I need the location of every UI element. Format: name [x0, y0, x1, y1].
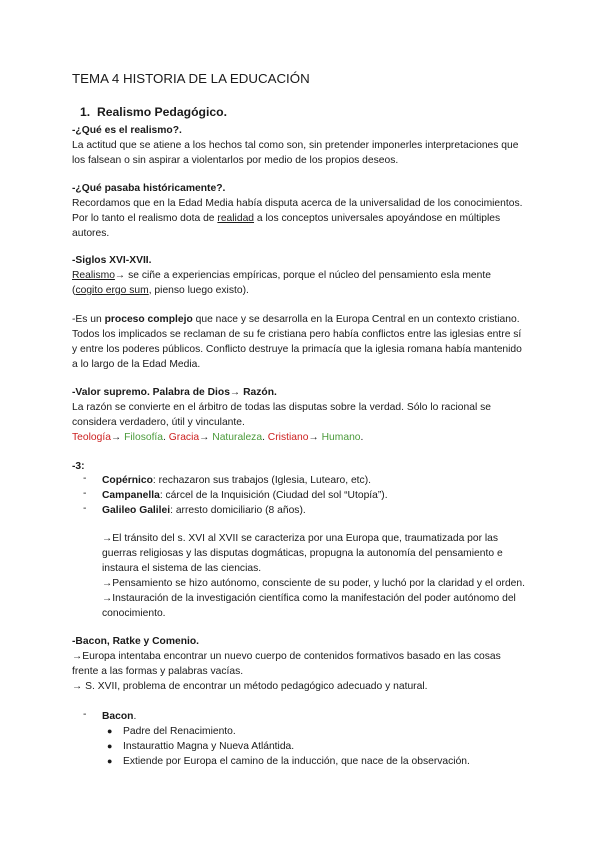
q3-heading: -Siglos XVI-XVII.	[72, 255, 152, 266]
q7-line: → S. XVII, problema de encontrar un método pedagógico adecuado y natural.	[72, 681, 428, 692]
q2-line: autores.	[72, 228, 110, 239]
q2-heading: -¿Qué pasaba históricamente?.	[72, 183, 226, 194]
bullet-item: Extiende por Europa el camino de la inducción, que nace de la observación.	[123, 756, 470, 767]
q2-line: Por lo tanto el realismo dota de realidad a los conceptos universales apoyándose en múltiples	[72, 213, 501, 224]
q4-line: -Es un proceso complejo que nace y se desarrolla en la Europa Central en un contexto cristiano.	[72, 314, 520, 325]
indented-line: guerras religiosas y las disputas dogmáticas, propugna la autonomía del pensamiento e	[102, 548, 503, 559]
bullet-item: Instaurattio Magna y Nueva Atlántida.	[123, 741, 295, 752]
indented-line: →El tránsito del s. XVI al XVII se caracteriza por una Europa que, traumatizada por las	[102, 533, 499, 544]
q4-line: Todos los implicados se reclaman de su fe cristiana pero había conflictos entre las iglesias entre sí	[72, 329, 522, 340]
q2-line: Recordamos que en la Edad Media había disputa acerca de la universalidad de los conocimientos.	[72, 198, 523, 209]
section-number: 1.	[80, 105, 91, 119]
q5-heading: -Valor supremo. Palabra de Dios→ Razón.	[72, 387, 277, 398]
bold-term: proceso complejo	[104, 314, 193, 325]
q1-line: los falsean o sin aspirar a violentarlos por medio de los propios deseos.	[72, 155, 399, 166]
q1-heading: -¿Qué es el realismo?.	[72, 125, 182, 136]
q3-line: Realismo→ se ciñe a experiencias empíricas, porque el núcleo del pensamiento esla mente	[72, 270, 491, 281]
q7-line: →Europa intentaba encontrar un nuevo cuerpo de contenidos formativos basado en las cosas	[72, 651, 501, 662]
q4-line: a lo largo de la Edad Media.	[72, 359, 201, 370]
q7-line: frente a las formas y palabras vacías.	[72, 666, 244, 677]
list-item: Copérnico: rechazaron sus trabajos (Iglesia, Lutearo, etc).	[102, 475, 371, 486]
indented-line: →Pensamiento se hizo autónomo, consciente de su poder, y luchó por la claridad y el orden.	[102, 578, 525, 589]
underlined-term: cogito ergo sum	[75, 285, 149, 296]
q3-line: (cogito ergo sum, pienso luego existo).	[72, 285, 249, 296]
q6-heading: -3:	[72, 461, 85, 472]
bacon-heading: Bacon.	[102, 711, 137, 722]
q1-line: La actitud que se atiene a los hechos tal como son, sin pretender imponerles interpretaciones que	[72, 140, 519, 151]
list-item: Galileo Galilei: arresto domiciliario (8 años).	[102, 505, 306, 516]
section-heading	[80, 105, 227, 121]
q4-line: y entre los poderes públicos. Conflicto destruye la primacía que la iglesia romana había mantenido	[72, 344, 522, 355]
dash-marker: -	[83, 503, 87, 514]
bullet-item: Padre del Renacimiento.	[123, 726, 236, 737]
bullet-icon: ●	[107, 726, 113, 736]
q5-line: considera verdadero, útil y vinculante.	[72, 417, 245, 428]
q7-heading: -Bacon, Ratke y Comenio.	[72, 636, 200, 647]
underlined-term: Realismo	[72, 270, 115, 281]
bullet-icon: ●	[107, 756, 113, 766]
underlined-term: realidad	[217, 213, 255, 224]
bullet-icon: ●	[107, 741, 113, 751]
indented-line: →Instauración de la investigación científica como la manifestación del poder autónomo del	[102, 593, 516, 604]
dash-marker: -	[83, 473, 87, 484]
indented-line: instaura el sistema de las ciencias.	[102, 563, 262, 574]
section-title: Realismo Pedagógico.	[96, 105, 227, 119]
indented-line: conocimiento.	[102, 608, 166, 619]
q5-line: La razón se convierte en el árbitro de todas las disputas sobre la verdad. Sólo lo racional se	[72, 402, 491, 413]
page-title: TEMA 4 HISTORIA DE LA EDUCACIÓN	[72, 71, 310, 86]
dash-marker: -	[83, 709, 87, 720]
q5-chain: Teología→ Filosofía. Gracia→ Naturaleza. Cristiano→ Humano.	[72, 432, 364, 443]
dash-marker: -	[83, 488, 87, 499]
list-item: Campanella: cárcel de la Inquisición (Ciudad del sol “Utopía”).	[102, 490, 388, 501]
